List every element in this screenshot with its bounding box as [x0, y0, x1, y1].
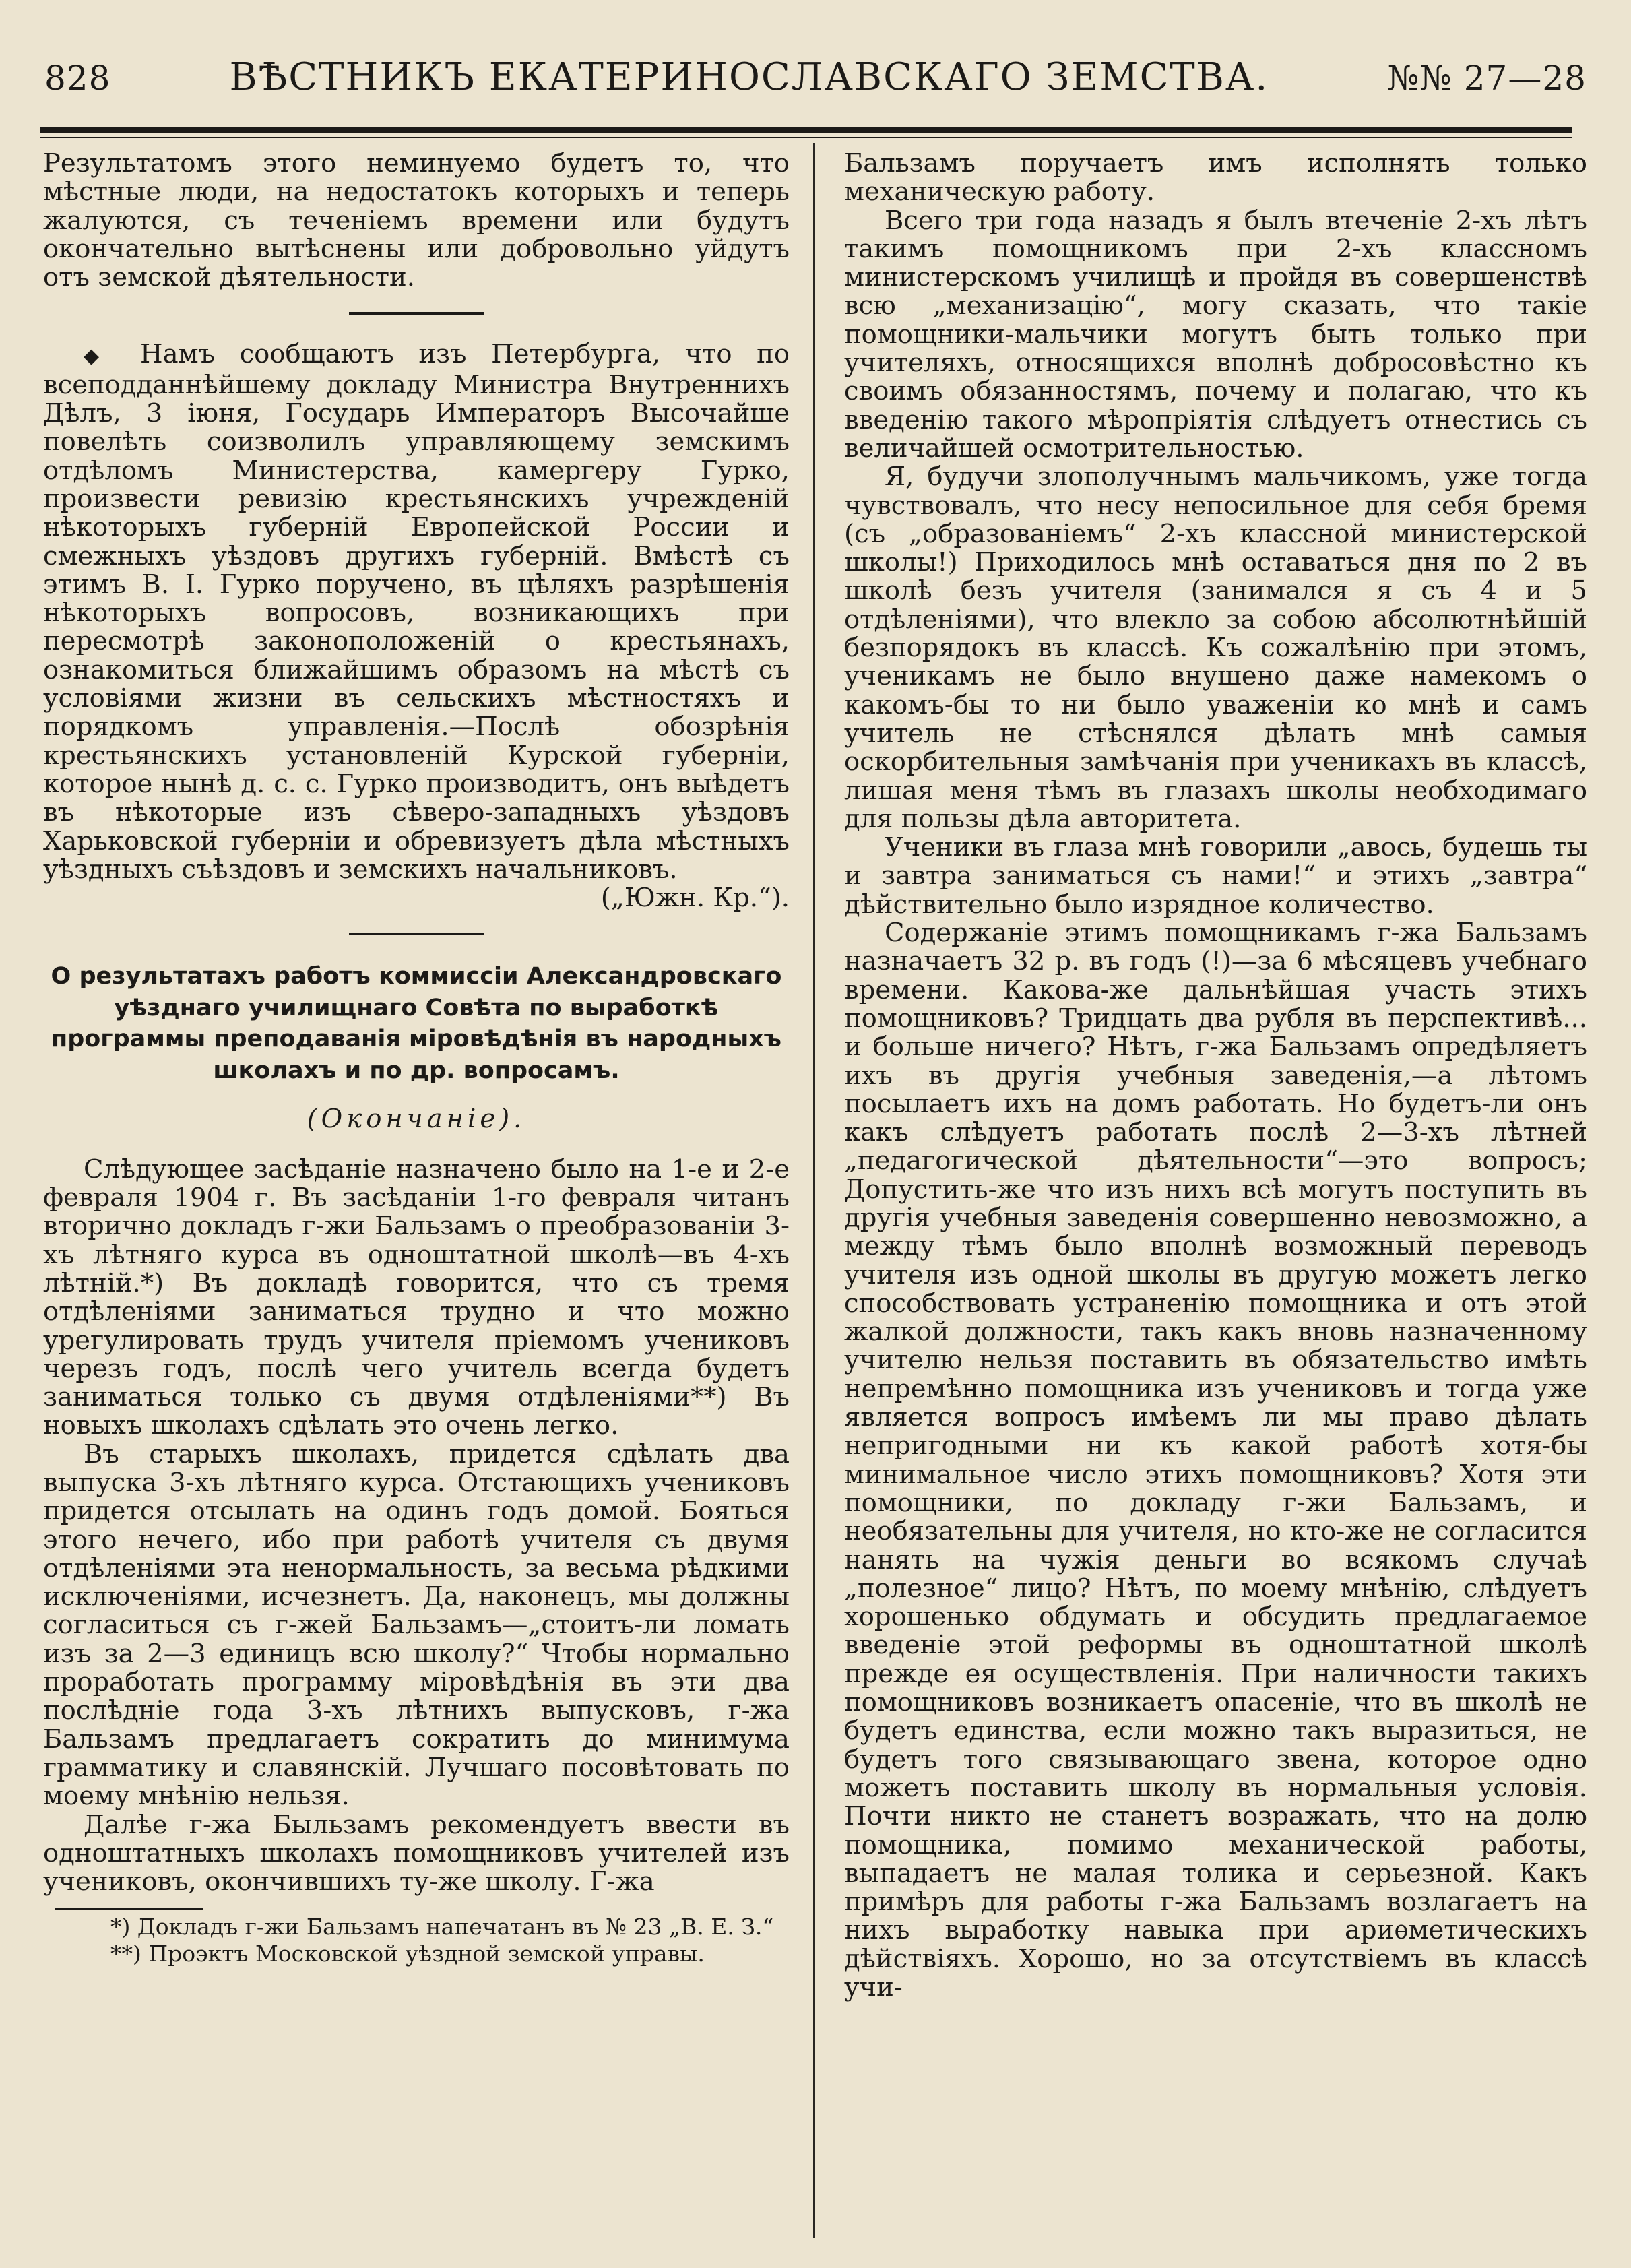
article-headline: О результатахъ работъ коммиссіи Александровскаго уѣзднаго училищнаго Совѣта по выработкѣ программы преподаванія міровѣдѣнія въ народныхъ школахъ и по др. вопросамъ. — [51, 963, 782, 1084]
news-text: Намъ сообщаютъ изъ Петербурга, что по всеподданнѣйшему докладу Министра Внутреннихъ Дѣлъ, 3 іюня, Государь Императоръ Высочайше повелѣть соизволилъ управляющему земскимъ отдѣломъ Министерства, камергеру Гурко, произвести ревизію крестьянскихъ учрежденій нѣкоторыхъ губерній Европейской России и смежныхъ уѣздовъ другихъ губерній. Вмѣстѣ съ этимъ В. І. Гурко поручено, въ цѣляхъ разрѣшенія нѣкоторыхъ вопросовъ, возникающихъ при пересмотрѣ законоположеній о крестьянахъ, ознакомиться ближайшимъ образомъ на мѣстѣ съ условіями жизни въ сельскихъ мѣстностяхъ и порядкомъ управленія.—Послѣ обозрѣнія крестьянскихъ установленій Курской губерніи, которое нынѣ д. с. с. Гурко производитъ, онъ выѣдетъ въ нѣкоторые изъ сѣверо-западныхъ уѣздовъ Харьковской губерніи и обревизуетъ дѣла мѣстныхъ уѣздныхъ съѣздовъ и земскихъ начальниковъ. — [43, 339, 790, 885]
journal-title: ВѢСТНИКЪ ЕКАТЕРИНОСЛАВСКАГО ЗЕМСТВА. — [229, 55, 1269, 99]
issue-number: №№ 27—28 — [1387, 59, 1587, 98]
right-paragraph-4: Ученики въ глаза мнѣ говорили „авось, будешь ты и завтра заниматься съ нами!“ и этихъ „завтра“ дѣйствительно было изрядное количество. — [844, 832, 1587, 920]
right-paragraph-3: Я, будучи злополучнымъ мальчикомъ, уже тогда чувствовалъ, что несу непосильное для себя бремя (съ „образованіемъ“ 2-хъ классной министерской школы!) Приходилось мнѣ оставаться дня по 2 въ школѣ безъ учителя (занимался я съ 4 и 5 отдѣленіями), что влекло за собою абсолютнѣйшій безпорядокъ въ классѣ. Къ сожалѣнію при этомъ, ученикамъ не было внушено даже намекомъ о какомъ-бы то ни было уваженіи ко мнѣ и самъ учитель не стѣснялся дѣлать мнѣ самыя оскорбительныя замѣчанія при ученикахъ въ классѣ, лишая меня тѣмъ въ глазахъ школы необходимаго для пользы дѣла авторитета. — [844, 462, 1587, 834]
column-divider — [813, 143, 815, 2238]
footnote-2: **) Проэктъ Московской уѣздной земской управы. — [110, 1941, 705, 1967]
right-paragraph-5: Содержаніе этимъ помощникамъ г-жа Бальзамъ назначаетъ 32 р. въ годъ (!)—за 6 мѣсяцевъ учебнаго времени. Какова-же дальнѣйшая участь этихъ помощниковъ? Тридцать два рубля въ перспективѣ... и больше ничего? Нѣтъ, г-жа Бальзамъ опредѣляетъ ихъ въ другія учебныя заведенія,—а лѣтомъ посылаетъ ихъ на домъ работать. Но будетъ-ли онъ какъ слѣдуетъ работать послѣ 2—3-хъ лѣтней „педагогической дѣятельности“—это вопросъ; Допустить-же что изъ нихъ всѣ могутъ поступить въ другія учебныя заведенія совершенно невозможно, а между тѣмъ было вполнѣ возможный переводъ учителя изъ одной школы въ другую можетъ легко способствовать устраненію помощника и отъ этой жалкой должности, такъ какъ вновь назначенному учителю нельзя поставить въ обязательство имѣть непремѣнно помощника изъ учениковъ и тогда уже является вопросъ имѣемъ ли мы право дѣлать непригодными ни къ какой работѣ хотя-бы минимальное число этихъ помощниковъ? Хотя эти помощники, по докладу г-жи Бальзамъ, и необязательны для учителя, но кто-же не согласится нанять на чужія деньги во всякомъ случаѣ „полезное“ лицо? Нѣтъ, по моему мнѣнію, слѣдуетъ хорошенько обдумать и обсудить предлагаемое введеніе этой реформы въ одноштатной школѣ прежде ея осуществленія. При наличности такихъ помощниковъ возникаетъ опасеніе, что въ школѣ не будетъ единства, если можно такъ выразиться, не будетъ того связывающаго звена, которое одно можетъ поставить школу въ нормальныя условія. Почти никто не станетъ возражать, что на долю помощника, помимо механической работы, выпадаетъ не малая толика и серьезной. Какъ примѣръ для работы г-жа Бальзамъ возлагаетъ на нихъ выработку навыка при ариѳметическихъ дѣйствіяхъ. Хорошо, но за отсутствіемъ въ классѣ учи- — [844, 918, 1587, 2003]
news-item — [43, 340, 790, 884]
header-rule-thin — [40, 137, 1572, 138]
right-column — [844, 150, 1587, 2002]
left-paragraph-2: Слѣдующее засѣданіе назначено было на 1-е и 2-е февраля 1904 г. Въ засѣданіи 1-го февраля читанъ вторично докладъ г-жи Бальзамъ о преобразованіи 3-хъ лѣтняго курса въ одноштатной школѣ—въ 4-хъ лѣтній.*) Въ докладѣ говорится, что съ тремя отдѣленіями заниматься трудно и что можно урегулировать трудъ учителя пріемомъ учениковъ черезъ годъ, послѣ чего учитель всегда будетъ заниматься только съ двумя отдѣленіями**) Въ новыхъ школахъ сдѣлать это очень легко. — [43, 1154, 790, 1441]
left-paragraph-3: Въ старыхъ школахъ, придется сдѣлать два выпуска 3-хъ лѣтняго курса. Отстающихъ учениковъ придется отсылать на одинъ годъ домой. Бояться этого нечего, ибо при работѣ учителя съ двумя отдѣленіями эта ненормальность, за весьма рѣдкими исключеніями, исчезнетъ. Да, наконецъ, мы должны согласиться съ г-жей Бальзамъ—„стоитъ-ли ломать изъ за 2—3 единицъ всю школу?“ Чтобы нормально проработать программу міровѣдѣнія въ эти два послѣдніе года 3-хъ лѣтнихъ выпусковъ, г-жа Бальзамъ предлагаетъ сократить до минимума грамматику и славянскій. Лучшаго посовѣтовать по моему мнѣнію нельзя. — [43, 1439, 790, 1812]
footnote-1: *) Докладъ г-жи Бальзамъ напечатанъ въ № 23 „В. Е. З.“ — [110, 1914, 774, 1941]
right-paragraph-2: Всего три года назадъ я былъ втеченіе 2-хъ лѣтъ такимъ помощникомъ при 2-хъ классномъ министерскомъ училищѣ и пройдя въ совершенствѣ всю „механизацію“, могу сказать, что такіе помощники-мальчики могутъ быть только при учителяхъ, относящихся вполнѣ добросовѣстно къ своимъ обязанностямъ, почему и полагаю, что къ введенію такого мѣропріятія слѣдуетъ отнестись съ величайшей осмотрительностью. — [844, 205, 1587, 464]
news-source: („Южн. Кр.“). — [600, 883, 790, 914]
page-header — [44, 55, 1587, 102]
section-separator — [349, 933, 484, 935]
continuation-label: (Окончаніе). — [307, 1104, 526, 1135]
right-paragraph-1: Бальзамъ поручаетъ имъ исполнять только механическую работу. — [844, 148, 1587, 208]
diamond-ornament-icon: ◆ — [84, 344, 116, 369]
page-number: 828 — [44, 59, 111, 98]
footnote-rule — [55, 1908, 203, 1910]
left-paragraph-1: Результатомъ этого неминуемо будетъ то, что мѣстные люди, на недостатокъ которыхъ и теперь жалуются, съ теченіемъ времени или будутъ окончательно вытѣснены или добровольно уйдутъ отъ земской дѣятельности. — [43, 148, 790, 293]
section-separator — [349, 312, 484, 315]
header-rule-thick — [40, 127, 1572, 133]
left-column — [43, 150, 790, 1967]
left-paragraph-4: Далѣе г-жа Быльзамъ рекомендуетъ ввести въ одноштатныхъ школахъ помощниковъ учителей изъ учениковъ, окончившихъ ту-же школу. Г-жа — [43, 1809, 790, 1897]
